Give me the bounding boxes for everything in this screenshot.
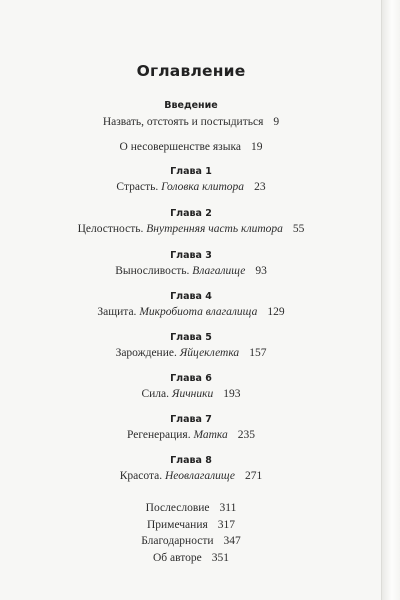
toc-introduction (0, 99, 382, 155)
entry-title: Страсть. (116, 181, 159, 193)
toc-entry (0, 533, 382, 550)
toc-chapter-7 (0, 413, 382, 443)
entry-page: 193 (223, 388, 241, 400)
entry-title: Красота. (119, 470, 163, 482)
entry-title: Сила. (141, 388, 170, 400)
entry-title: Послесловие (145, 502, 210, 514)
toc-back-matter (0, 500, 382, 566)
toc-entry (0, 139, 382, 155)
entry-page: 55 (292, 223, 305, 235)
entry-subtitle: Влагалище (192, 265, 246, 277)
toc-chapter-8 (0, 454, 382, 484)
entry-page: 129 (267, 306, 285, 318)
entry-page: 351 (211, 551, 229, 564)
entry-title: Регенерация. (126, 429, 191, 441)
toc-entry (0, 468, 382, 484)
toc-entry (0, 263, 382, 279)
entry-title: Зарождение. (115, 347, 177, 359)
entry-page: 271 (244, 470, 263, 482)
toc-chapter-1 (0, 165, 382, 195)
chapter-label: Глава 3 (170, 250, 212, 261)
chapter-label: Глава 6 (170, 373, 212, 384)
toc-entry (0, 550, 382, 567)
toc-title: Оглавление (136, 62, 246, 80)
toc-entry (0, 114, 382, 130)
toc-entry (0, 386, 382, 402)
toc-chapter-4 (0, 290, 382, 320)
entry-page: 93 (255, 265, 267, 277)
entry-subtitle: Внутренняя часть клитора (146, 223, 283, 235)
toc-entry (0, 500, 382, 517)
entry-page: 157 (249, 347, 267, 359)
toc-chapter-2 (0, 207, 382, 237)
entry-title: Об авторе (152, 551, 202, 564)
toc-entry (0, 221, 382, 237)
entry-title: Выносливость. (115, 265, 190, 277)
entry-title: О несовершенстве языка (119, 141, 241, 153)
chapter-label: Глава 7 (170, 414, 212, 425)
entry-subtitle: Микробиота влагалища (139, 306, 258, 318)
chapter-label: Глава 8 (170, 455, 212, 466)
entry-title: Назвать, отстоять и постыдиться (102, 116, 264, 128)
entry-subtitle: Яичники (171, 388, 214, 400)
entry-subtitle: Неовлагалище (165, 470, 235, 482)
entry-page: 317 (217, 518, 236, 531)
entry-subtitle: Головка клитора (161, 181, 245, 193)
entry-subtitle: Яйцеклетка (179, 347, 240, 359)
page-edge (381, 0, 400, 600)
entry-title: Целостность. (77, 223, 144, 235)
entry-page: 9 (273, 116, 280, 128)
toc-entry (0, 517, 382, 534)
entry-page: 347 (223, 535, 241, 547)
entry-page: 23 (254, 181, 266, 193)
toc-chapter-6 (0, 372, 382, 402)
entry-page: 19 (250, 141, 263, 153)
chapter-label: Глава 1 (170, 166, 212, 177)
entry-subtitle: Матка (193, 429, 228, 441)
toc-chapter-3 (0, 249, 382, 279)
chapter-label: Глава 5 (170, 332, 212, 343)
chapter-label: Глава 2 (170, 208, 212, 219)
entry-page: 235 (237, 429, 256, 441)
toc-entry (0, 427, 382, 443)
toc-chapter-5 (0, 331, 382, 361)
toc-entry (0, 179, 382, 195)
toc-entry (0, 304, 382, 320)
entry-title: Защита. (97, 306, 137, 318)
entry-page: 311 (219, 502, 237, 514)
chapter-label: Глава 4 (170, 291, 212, 302)
entry-title: Благодарности (141, 535, 214, 547)
intro-label: Введение (164, 100, 218, 111)
entry-title: Примечания (146, 518, 208, 531)
toc-entry (0, 345, 382, 361)
